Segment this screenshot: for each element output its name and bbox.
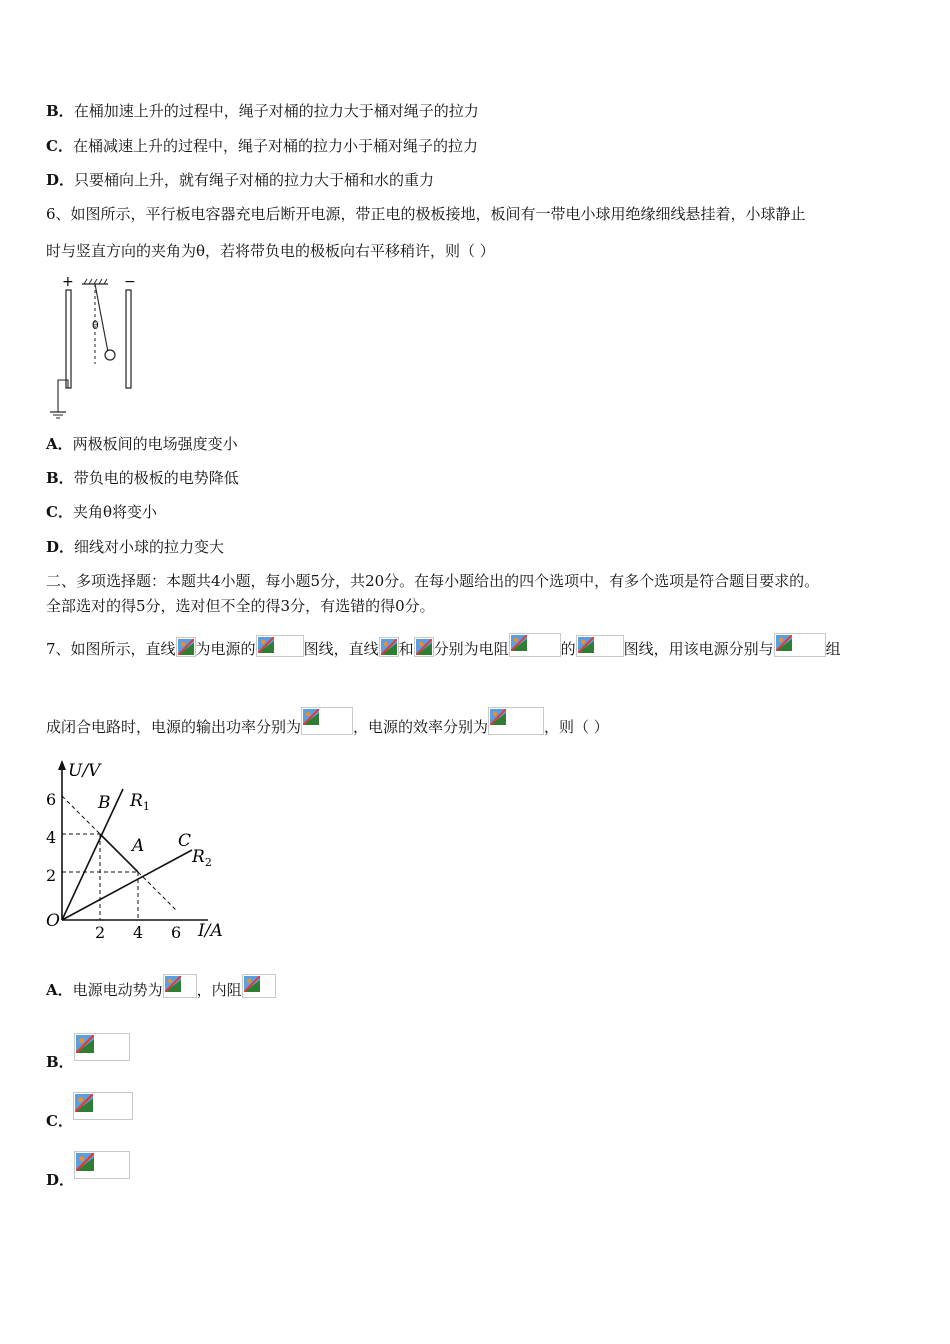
broken-image-icon (414, 637, 434, 657)
broken-image-icon (74, 1033, 130, 1061)
origin-label: O (46, 911, 60, 931)
q7-stem-line1 (46, 633, 841, 659)
q7-text: 为电源的 (195, 640, 256, 658)
option-text: 只要桶向上升，就有绳子对桶的拉力大于桶和水的重力 (74, 171, 435, 189)
broken-image-icon (163, 974, 197, 998)
y-axis-label: U/V (68, 761, 101, 781)
capacitor-pendulum-figure (40, 272, 150, 422)
y-tick-2: 2 (46, 866, 57, 885)
broken-image-icon (509, 633, 561, 657)
r1-line (62, 789, 123, 920)
source-line-upper (62, 796, 100, 834)
r1-letter: R (130, 791, 143, 811)
option-label: A． (46, 981, 73, 999)
broken-image-icon (488, 707, 544, 735)
point-c-label: C (178, 831, 192, 851)
y-axis-arrow (58, 760, 66, 770)
q6-option-c (46, 502, 157, 522)
option-text: 带负电的极板的电势降低 (73, 469, 239, 487)
q7-option-a (46, 974, 276, 1000)
q5-option-c (46, 136, 478, 156)
minus-sign: − (124, 274, 136, 290)
source-line-lower (138, 872, 176, 910)
q7-text: ，电源的效率分别为 (353, 718, 489, 736)
r1-label (129, 791, 150, 813)
q6-stem-line1: 6、如图所示，平行板电容器充电后断开电源，带正电的极板接地，板间有一带电小球用绝缘细线悬挂着，小球静止 (46, 205, 806, 223)
r2-label (191, 847, 212, 869)
option-label: D． (46, 538, 75, 556)
q6-option-b (46, 468, 239, 488)
broken-image-icon (256, 635, 304, 657)
section2-instructions-line2: 全部选对的得5分，选对但不全的得3分，有选错的得0分。 (46, 597, 435, 615)
q7-option-b (46, 1033, 130, 1072)
q7-text: 分别为电阻 (433, 640, 509, 658)
y-tick-4: 4 (46, 828, 57, 847)
broken-image-icon (242, 974, 276, 998)
q7-text: 组 (825, 640, 841, 658)
broken-image-icon (301, 707, 353, 735)
option-text: 电源电动势为 (72, 981, 163, 999)
x-tick-2: 2 (95, 923, 106, 942)
r2-letter: R (192, 847, 205, 867)
positive-plate (66, 290, 71, 388)
q7-stem-line2 (46, 707, 609, 737)
q7-text: 7、如图所示，直线 (46, 640, 176, 658)
option-label: C． (46, 503, 73, 521)
q6-stem-line2: 时与竖直方向的夹角为θ，若将带负电的极板向右平移稍许，则（ ） (46, 242, 495, 260)
broken-image-icon (73, 1092, 133, 1120)
option-label: B． (46, 1053, 74, 1071)
thread (95, 284, 108, 352)
option-label: C． (46, 1112, 73, 1130)
r1-subscript: 1 (142, 800, 150, 813)
q7-text: ，则（ ） (544, 718, 609, 736)
option-label: B． (46, 469, 74, 487)
plus-sign: + (62, 274, 74, 290)
x-axis-label: I/A (198, 921, 223, 941)
x-tick-4: 4 (133, 923, 144, 942)
x-tick-6: 6 (171, 923, 182, 942)
charged-ball (105, 350, 115, 360)
q7-option-d (46, 1151, 130, 1190)
ceiling-hatch (84, 279, 107, 284)
option-label: B． (46, 102, 74, 120)
broken-image-icon (176, 637, 196, 657)
q6-option-d (46, 537, 224, 557)
y-tick-6: 6 (46, 790, 57, 809)
theta-label: θ (92, 319, 99, 332)
option-text: 细线对小球的拉力变大 (74, 538, 225, 556)
option-text: 两极板间的电场强度变小 (72, 435, 238, 453)
option-text: 在桶加速上升的过程中，绳子对桶的拉力大于桶对绳子的拉力 (73, 102, 479, 120)
q5-option-d (46, 170, 434, 190)
option-label: D． (46, 1171, 75, 1189)
q7-text: 图线，直线 (303, 640, 379, 658)
option-text: 夹角θ将变小 (72, 503, 157, 521)
option-text: ，内阻 (196, 981, 242, 999)
broken-image-icon (379, 637, 399, 657)
u-i-graph-figure (40, 752, 240, 947)
broken-image-icon (576, 635, 624, 657)
option-label: C． (46, 137, 73, 155)
point-a-label: A (132, 836, 145, 856)
option-text: 在桶减速上升的过程中，绳子对桶的拉力小于桶对绳子的拉力 (72, 137, 478, 155)
q7-option-c (46, 1092, 133, 1131)
r2-subscript: 2 (204, 856, 212, 869)
q7-text: 图线，用该电源分别与 (623, 640, 774, 658)
q6-option-a (46, 434, 238, 454)
q7-text: 的 (560, 640, 576, 658)
section2-instructions-line1: 二、多项选择题：本题共4小题，每小题5分，共20分。在每小题给出的四个选项中，有多个选项是符合题目要求的。 (46, 572, 820, 590)
q7-text: 成闭合电路时，电源的输出功率分别为 (46, 718, 302, 736)
broken-image-icon (74, 1151, 130, 1179)
broken-image-icon (774, 633, 826, 657)
option-label: A． (46, 435, 73, 453)
point-b-label: B (98, 793, 111, 813)
q5-option-b (46, 101, 479, 121)
option-label: D． (46, 171, 75, 189)
negative-plate (126, 290, 131, 388)
q7-text: 和 (398, 640, 414, 658)
